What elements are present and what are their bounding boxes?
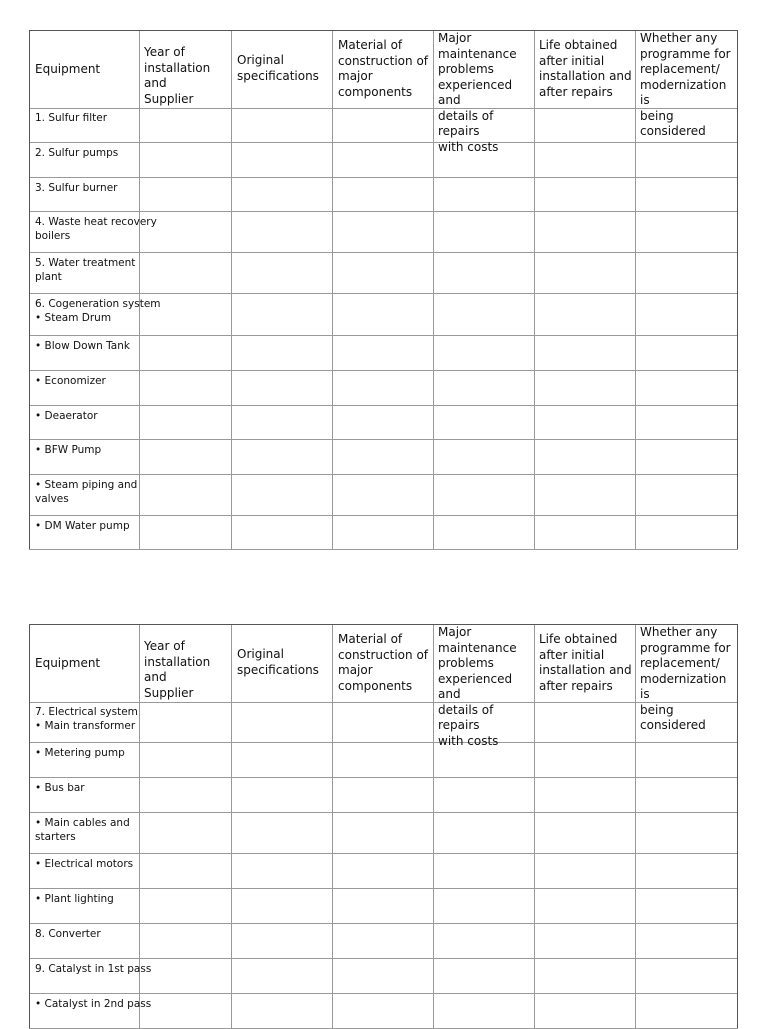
empty-cell[interactable] <box>636 142 738 177</box>
header-replacement-programme: Whether any programme for replacement/ modernization is being considered <box>640 625 731 732</box>
empty-cell[interactable] <box>232 515 333 549</box>
equipment-label: • DM Water pump <box>35 520 130 532</box>
equipment-cell <box>29 515 140 549</box>
empty-cell[interactable] <box>434 405 535 439</box>
empty-cell[interactable] <box>434 370 535 405</box>
header-cell <box>333 625 434 702</box>
empty-cell[interactable] <box>333 142 434 177</box>
empty-cell[interactable] <box>434 177 535 211</box>
table-row <box>29 335 738 371</box>
empty-cell[interactable] <box>140 439 232 474</box>
equipment-cell <box>29 142 140 177</box>
header-maintenance-problems: Major maintenance problems experienced and details of repairs with costs <box>438 625 517 748</box>
empty-cell[interactable] <box>140 252 232 293</box>
empty-cell[interactable] <box>434 515 535 549</box>
empty-cell[interactable] <box>140 107 232 142</box>
equipment-label: • Bus bar <box>35 782 85 794</box>
empty-cell[interactable] <box>333 252 434 293</box>
empty-cell[interactable] <box>333 958 434 993</box>
table-row <box>29 812 738 854</box>
empty-cell[interactable] <box>232 370 333 405</box>
empty-cell[interactable] <box>232 853 333 888</box>
equipment-cell <box>29 405 140 439</box>
empty-cell[interactable] <box>333 701 434 742</box>
header-cell <box>333 31 434 108</box>
table-row <box>29 853 738 889</box>
empty-cell[interactable] <box>333 370 434 405</box>
empty-cell[interactable] <box>333 742 434 777</box>
empty-cell[interactable] <box>140 993 232 1028</box>
empty-cell[interactable] <box>232 107 333 142</box>
equipment-cell <box>29 777 140 812</box>
table-row <box>29 515 738 550</box>
equipment-cell <box>29 853 140 888</box>
empty-cell[interactable] <box>636 958 738 993</box>
header-original-specifications: Original specifications <box>237 647 319 677</box>
equipment-label: • Plant lighting <box>35 893 114 905</box>
empty-cell[interactable] <box>140 142 232 177</box>
empty-cell[interactable] <box>535 853 636 888</box>
empty-cell[interactable] <box>636 370 738 405</box>
equipment-label: • Main cables and starters <box>35 817 130 843</box>
empty-cell[interactable] <box>535 405 636 439</box>
empty-cell[interactable] <box>140 853 232 888</box>
equipment-label: 3. Sulfur burner <box>35 182 118 194</box>
empty-cell[interactable] <box>333 777 434 812</box>
empty-cell[interactable] <box>333 923 434 958</box>
empty-cell[interactable] <box>636 293 738 335</box>
empty-cell[interactable] <box>535 958 636 993</box>
empty-cell[interactable] <box>535 107 636 142</box>
empty-cell[interactable] <box>140 958 232 993</box>
empty-cell[interactable] <box>535 370 636 405</box>
equipment-cell <box>29 439 140 474</box>
empty-cell[interactable] <box>434 812 535 853</box>
empty-cell[interactable] <box>434 252 535 293</box>
empty-cell[interactable] <box>140 474 232 515</box>
empty-cell[interactable] <box>232 211 333 252</box>
empty-cell[interactable] <box>232 474 333 515</box>
empty-cell[interactable] <box>535 439 636 474</box>
table-row <box>29 777 738 813</box>
header-cell <box>29 625 140 702</box>
empty-cell[interactable] <box>140 405 232 439</box>
equipment-label: • Electrical motors <box>35 858 134 870</box>
empty-cell[interactable] <box>140 370 232 405</box>
empty-cell[interactable] <box>140 701 232 742</box>
empty-cell[interactable] <box>232 777 333 812</box>
empty-cell[interactable] <box>434 335 535 370</box>
empty-cell[interactable] <box>333 515 434 549</box>
empty-cell[interactable] <box>636 335 738 370</box>
header-cell <box>434 31 535 154</box>
header-cell <box>232 625 333 702</box>
header-cell <box>636 625 738 732</box>
equipment-cell <box>29 888 140 923</box>
header-cell <box>140 625 232 702</box>
table-row <box>29 177 738 212</box>
empty-cell[interactable] <box>140 335 232 370</box>
empty-cell[interactable] <box>232 405 333 439</box>
header-year-installation: Year of installation and Supplier <box>144 639 211 700</box>
header-cell <box>140 31 232 108</box>
empty-cell[interactable] <box>333 474 434 515</box>
equipment-label: • Catalyst in 2nd pass <box>35 998 152 1010</box>
header-material-construction: Material of construction of major components <box>338 38 429 99</box>
empty-cell[interactable] <box>232 701 333 742</box>
header-year-installation: Year of installation and Supplier <box>144 45 211 106</box>
empty-cell[interactable] <box>636 888 738 923</box>
empty-cell[interactable] <box>333 439 434 474</box>
empty-cell[interactable] <box>140 812 232 853</box>
empty-cell[interactable] <box>636 742 738 777</box>
empty-cell[interactable] <box>535 142 636 177</box>
empty-cell[interactable] <box>434 853 535 888</box>
header-life-obtained: Life obtained after initial installation and after repairs <box>539 38 632 99</box>
empty-cell[interactable] <box>434 958 535 993</box>
equipment-label: • Deaerator <box>35 410 98 422</box>
empty-cell[interactable] <box>232 923 333 958</box>
empty-cell[interactable] <box>434 474 535 515</box>
empty-cell[interactable] <box>232 812 333 853</box>
empty-cell[interactable] <box>140 888 232 923</box>
equipment-label: • Steam piping and valves <box>35 479 138 505</box>
empty-cell[interactable] <box>636 812 738 853</box>
equipment-cell <box>29 177 140 211</box>
equipment-label: 1. Sulfur filter <box>35 112 108 124</box>
empty-cell[interactable] <box>333 177 434 211</box>
equipment-cell <box>29 474 140 515</box>
equipment-label: • Metering pump <box>35 747 125 759</box>
empty-cell[interactable] <box>636 177 738 211</box>
empty-cell[interactable] <box>333 812 434 853</box>
empty-cell[interactable] <box>434 888 535 923</box>
equipment-cell <box>29 923 140 958</box>
empty-cell[interactable] <box>232 142 333 177</box>
table-row <box>29 293 738 336</box>
empty-cell[interactable] <box>636 405 738 439</box>
equipment-cell <box>29 252 140 293</box>
empty-cell[interactable] <box>535 177 636 211</box>
equipment-label: • BFW Pump <box>35 444 102 456</box>
empty-cell[interactable] <box>535 777 636 812</box>
header-original-specifications: Original specifications <box>237 53 319 83</box>
empty-cell[interactable] <box>434 993 535 1028</box>
equipment-cell <box>29 958 152 993</box>
empty-cell[interactable] <box>333 888 434 923</box>
table-row <box>29 252 738 294</box>
equipment-cell <box>29 742 140 777</box>
empty-cell[interactable] <box>434 923 535 958</box>
empty-cell[interactable] <box>535 701 636 742</box>
table-row <box>29 958 738 994</box>
header-material-construction: Material of construction of major components <box>338 632 429 693</box>
empty-cell[interactable] <box>636 853 738 888</box>
equipment-label: 5. Water treatment plant <box>35 257 136 283</box>
empty-cell[interactable] <box>232 293 333 335</box>
empty-cell[interactable] <box>333 211 434 252</box>
empty-cell[interactable] <box>535 211 636 252</box>
equipment-cell <box>29 993 152 1028</box>
empty-cell[interactable] <box>535 252 636 293</box>
header-cell <box>29 31 140 108</box>
equipment-label: • Economizer <box>35 375 106 387</box>
empty-cell[interactable] <box>434 211 535 252</box>
header-equipment: Equipment <box>35 656 101 670</box>
empty-cell[interactable] <box>535 335 636 370</box>
header-replacement-programme: Whether any programme for replacement/ modernization is being considered <box>640 31 731 138</box>
empty-cell[interactable] <box>232 335 333 370</box>
equipment-label: 7. Electrical system • Main transformer <box>35 706 138 732</box>
empty-cell[interactable] <box>232 888 333 923</box>
empty-cell[interactable] <box>535 515 636 549</box>
header-cell <box>535 625 636 702</box>
empty-cell[interactable] <box>535 923 636 958</box>
equipment-cell <box>29 370 140 405</box>
equipment-cell <box>29 211 157 252</box>
empty-cell[interactable] <box>636 515 738 549</box>
empty-cell[interactable] <box>535 888 636 923</box>
table-row <box>29 474 738 516</box>
table-row <box>29 370 738 406</box>
empty-cell[interactable] <box>333 853 434 888</box>
empty-cell[interactable] <box>333 293 434 335</box>
table-row <box>29 701 738 743</box>
equipment-cell <box>29 107 140 142</box>
empty-cell[interactable] <box>636 923 738 958</box>
table-row <box>29 405 738 440</box>
empty-cell[interactable] <box>636 993 738 1028</box>
empty-cell[interactable] <box>535 293 636 335</box>
empty-cell[interactable] <box>636 777 738 812</box>
empty-cell[interactable] <box>636 474 738 515</box>
empty-cell[interactable] <box>636 211 738 252</box>
equipment-label: 9. Catalyst in 1st pass <box>35 963 152 975</box>
empty-cell[interactable] <box>434 777 535 812</box>
equipment-label: • Blow Down Tank <box>35 340 130 352</box>
header-cell <box>535 31 636 108</box>
empty-cell[interactable] <box>232 439 333 474</box>
empty-cell[interactable] <box>434 293 535 335</box>
empty-cell[interactable] <box>140 515 232 549</box>
equipment-label: 6. Cogeneration system • Steam Drum <box>35 298 161 324</box>
header-equipment: Equipment <box>35 62 101 76</box>
header-maintenance-problems: Major maintenance problems experienced and details of repairs with costs <box>438 31 517 154</box>
equipment-cell <box>29 335 140 370</box>
empty-cell[interactable] <box>140 777 232 812</box>
table-row <box>29 888 738 924</box>
empty-cell[interactable] <box>636 439 738 474</box>
equipment-cell <box>29 293 161 335</box>
empty-cell[interactable] <box>636 252 738 293</box>
empty-cell[interactable] <box>434 439 535 474</box>
empty-cell[interactable] <box>232 742 333 777</box>
empty-cell[interactable] <box>333 107 434 142</box>
table-row <box>29 439 738 475</box>
empty-cell[interactable] <box>140 742 232 777</box>
empty-cell[interactable] <box>535 742 636 777</box>
header-life-obtained: Life obtained after initial installation and after repairs <box>539 632 632 693</box>
empty-cell[interactable] <box>535 812 636 853</box>
equipment-label: 8. Converter <box>35 928 101 940</box>
table-row <box>29 742 738 778</box>
empty-cell[interactable] <box>333 335 434 370</box>
empty-cell[interactable] <box>232 958 333 993</box>
equipment-cell <box>29 701 140 742</box>
equipment-label: 4. Waste heat recovery boilers <box>35 216 157 242</box>
empty-cell[interactable] <box>232 177 333 211</box>
empty-cell[interactable] <box>333 405 434 439</box>
table-row <box>29 142 738 178</box>
header-cell <box>636 31 738 138</box>
empty-cell[interactable] <box>333 993 434 1028</box>
empty-cell[interactable] <box>232 252 333 293</box>
header-cell <box>434 625 535 748</box>
table-row <box>29 107 738 143</box>
equipment-cell <box>29 812 140 853</box>
table-row <box>29 923 738 959</box>
empty-cell[interactable] <box>232 993 333 1028</box>
empty-cell[interactable] <box>140 177 232 211</box>
empty-cell[interactable] <box>535 993 636 1028</box>
table-row <box>29 211 738 253</box>
empty-cell[interactable] <box>140 923 232 958</box>
equipment-label: 2. Sulfur pumps <box>35 147 119 159</box>
empty-cell[interactable] <box>535 474 636 515</box>
header-cell <box>232 31 333 108</box>
